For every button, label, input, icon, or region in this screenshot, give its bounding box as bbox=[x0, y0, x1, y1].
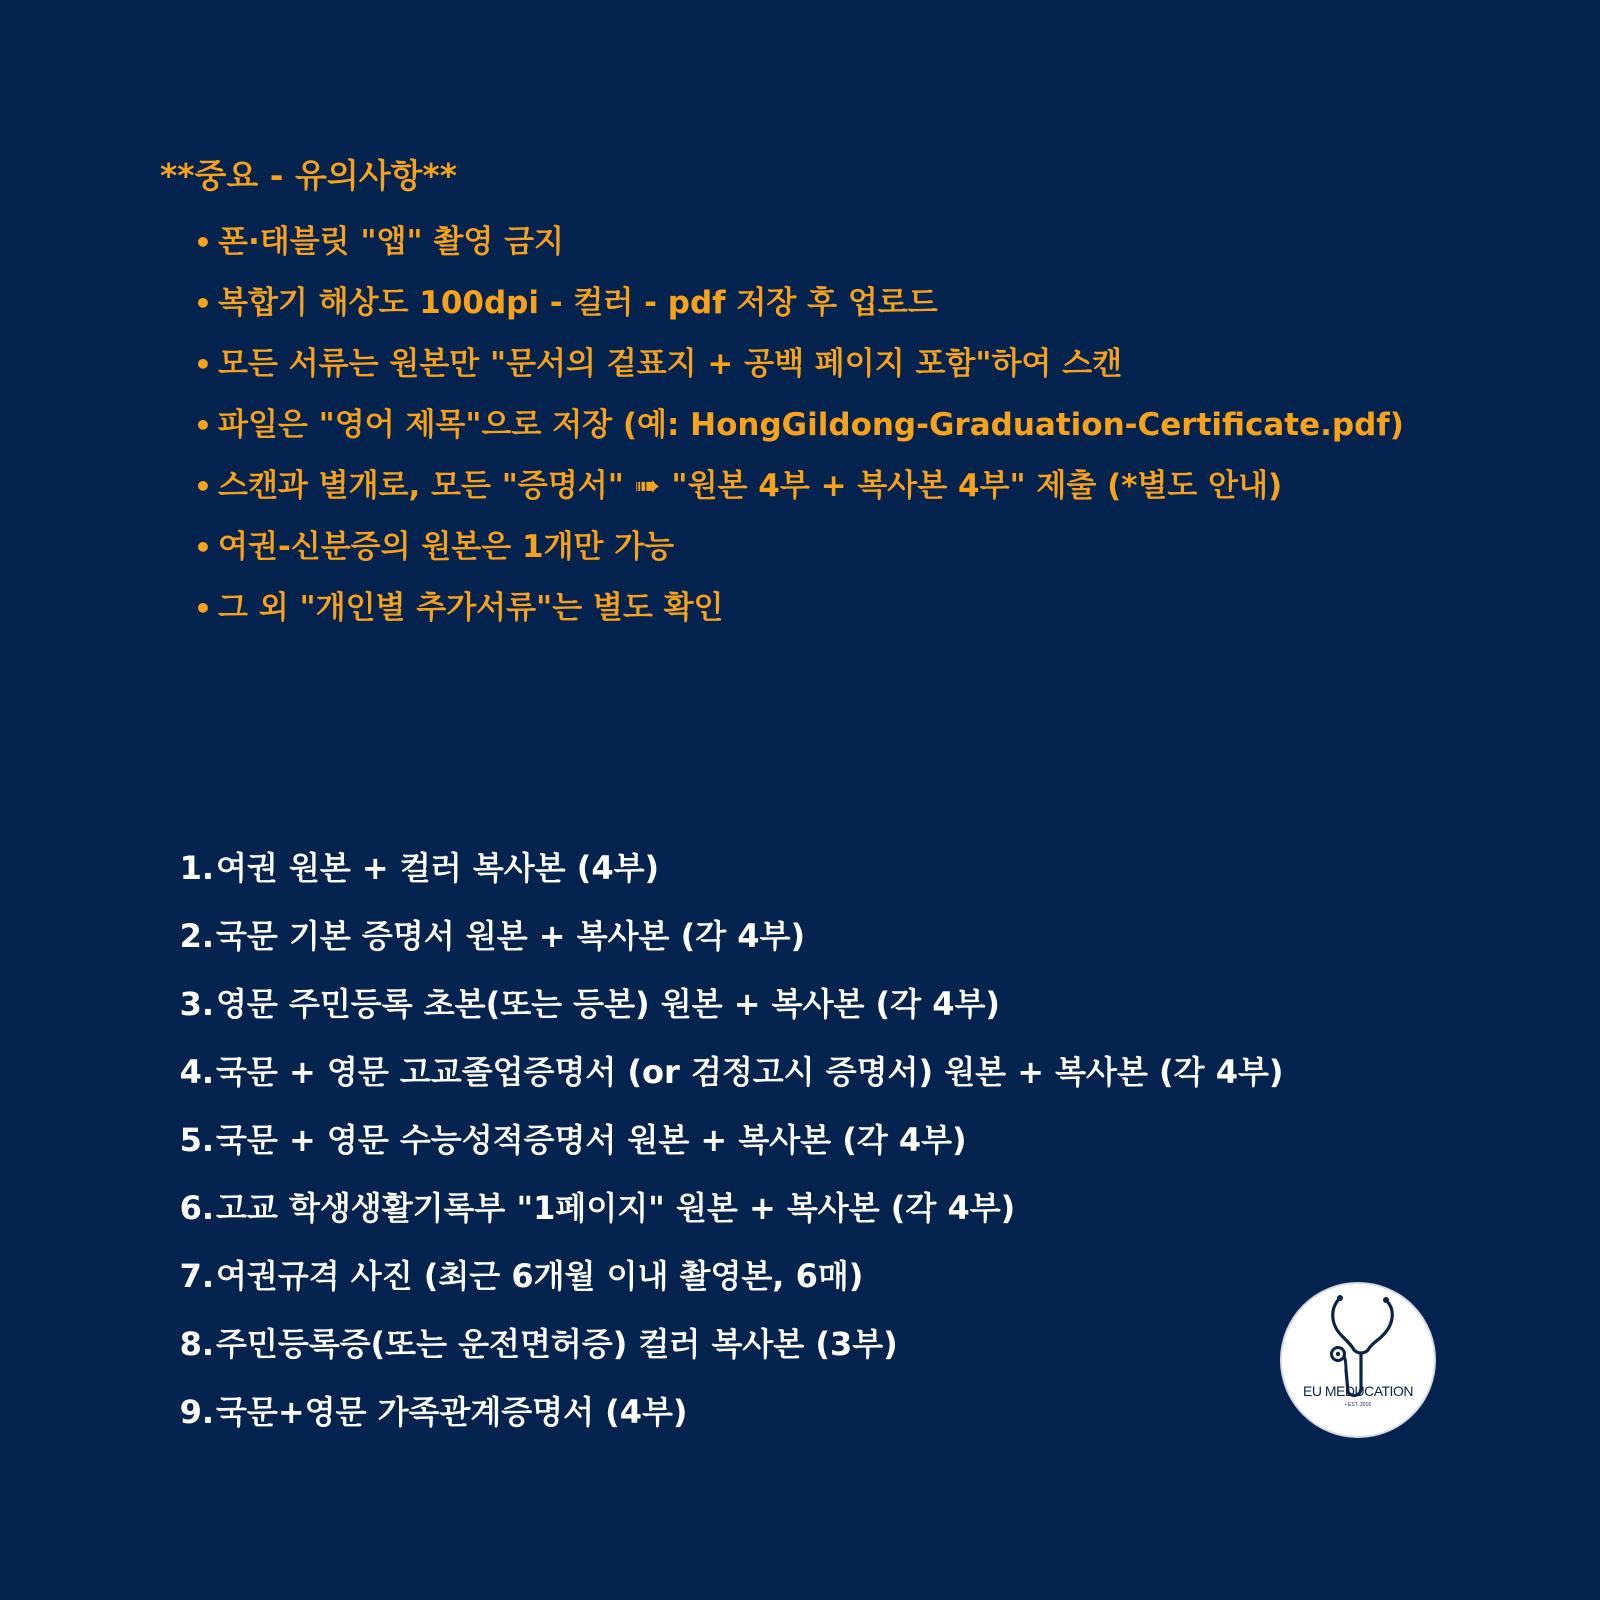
document-item bbox=[176, 1106, 1496, 1174]
notice-item bbox=[160, 517, 1520, 578]
document-number: 7. bbox=[179, 1257, 214, 1295]
document-number: 6. bbox=[179, 1189, 214, 1227]
document-text: 국문 기본 증명서 원본 + 복사본 (각 4부) bbox=[216, 917, 806, 955]
document-number: 2. bbox=[179, 917, 214, 955]
bullet-icon: • bbox=[194, 348, 212, 381]
notice-item bbox=[160, 273, 1520, 334]
document-number: 3. bbox=[179, 985, 214, 1023]
document-text: 영문 주민등록 초본(또는 등본) 원본 + 복사본 (각 4부) bbox=[216, 985, 1001, 1023]
document-text: 여권 원본 + 컬러 복사본 (4부) bbox=[216, 849, 660, 887]
document-text: 주민등록증(또는 운전면허증) 컬러 복사본 (3부) bbox=[216, 1325, 898, 1363]
notice-item bbox=[160, 395, 1520, 456]
notice-item-text: 복합기 해상도 100dpi - 컬러 - pdf 저장 후 업로드 bbox=[218, 285, 938, 321]
notice-item-text: 폰·태블릿 "앱" 촬영 금지 bbox=[218, 224, 564, 260]
document-item bbox=[176, 1174, 1496, 1242]
document-item bbox=[176, 970, 1496, 1038]
document-item bbox=[176, 834, 1496, 902]
document-number: 1. bbox=[179, 849, 214, 887]
notice-title: **중요 - 유의사항** bbox=[160, 156, 457, 195]
notice-item-text: 스캔과 별개로, 모든 "증명서" ➠ "원본 4부 + 복사본 4부" 제출 (*별도 안내) bbox=[218, 468, 1283, 504]
bullet-icon: • bbox=[194, 470, 212, 503]
stethoscope-icon bbox=[1282, 1284, 1434, 1436]
notice-section bbox=[160, 152, 1520, 639]
document-text: 국문 + 영문 수능성적증명서 원본 + 복사본 (각 4부) bbox=[216, 1121, 967, 1159]
notice-list bbox=[160, 212, 1520, 639]
logo-name: EU MEDUCATION bbox=[1303, 1383, 1413, 1399]
notice-item bbox=[160, 578, 1520, 639]
notice-item-text: 여권-신분증의 원본은 1개만 가능 bbox=[218, 529, 675, 565]
bullet-icon: • bbox=[194, 409, 212, 442]
bullet-icon: • bbox=[194, 287, 212, 320]
notice-item-text: 파일은 "영어 제목"으로 저장 (예: HongGildong-Graduation-Certificate.pdf) bbox=[218, 407, 1404, 443]
notice-item-text: 그 외 "개인별 추가서류"는 별도 확인 bbox=[218, 590, 724, 626]
document-item bbox=[176, 1038, 1496, 1106]
document-text: 국문 + 영문 고교졸업증명서 (or 검정고시 증명서) 원본 + 복사본 (각 4부) bbox=[216, 1053, 1284, 1091]
bullet-icon: • bbox=[194, 531, 212, 564]
document-number: 5. bbox=[179, 1121, 214, 1159]
document-text: 국문+영문 가족관계증명서 (4부) bbox=[216, 1393, 688, 1431]
eu-meducation-logo bbox=[1280, 1282, 1436, 1438]
document-number: 9. bbox=[179, 1393, 214, 1431]
document-item bbox=[176, 902, 1496, 970]
document-number: 8. bbox=[179, 1325, 214, 1363]
document-number: 4. bbox=[179, 1053, 214, 1091]
logo-est: • EST. 2016 bbox=[1344, 1402, 1372, 1408]
notice-item bbox=[160, 334, 1520, 395]
notice-item bbox=[160, 212, 1520, 273]
document-text: 여권규격 사진 (최근 6개월 이내 촬영본, 6매) bbox=[216, 1257, 864, 1295]
notice-item bbox=[160, 456, 1520, 517]
notice-item-text: 모든 서류는 원본만 "문서의 겉표지 + 공백 페이지 포함"하여 스캔 bbox=[218, 346, 1123, 382]
bullet-icon: • bbox=[194, 592, 212, 625]
document-text: 고교 학생생활기록부 "1페이지" 원본 + 복사본 (각 4부) bbox=[216, 1189, 1016, 1227]
bullet-icon: • bbox=[194, 226, 212, 259]
